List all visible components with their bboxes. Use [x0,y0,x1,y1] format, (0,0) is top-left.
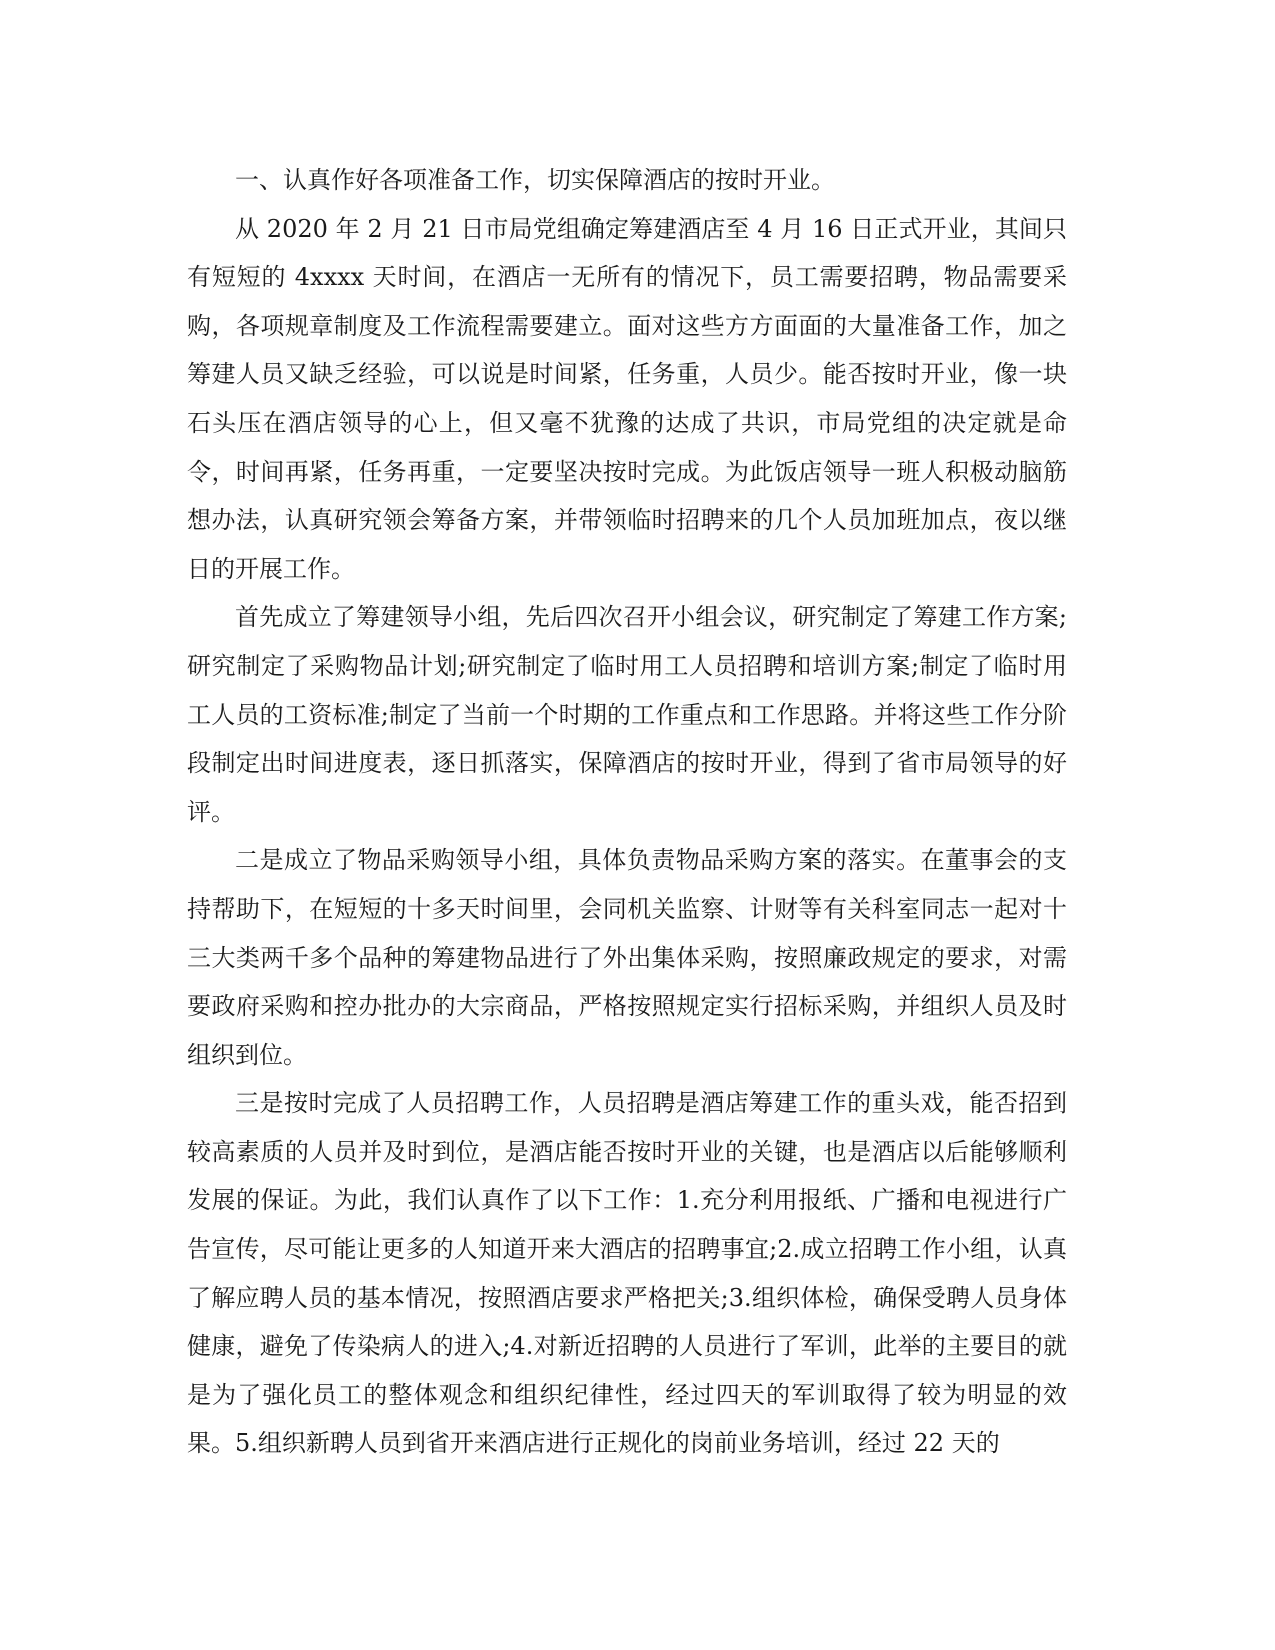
document-page [187,156,1067,1468]
paragraph-recruitment: 三是按时完成了人员招聘工作，人员招聘是酒店筹建工作的重头戏，能否招到较高素质的人员并及时到位，是酒店能否按时开业的关键，也是酒店以后能够顺利发展的保证。为此，我们认真作了以下工作：1.充分利用报纸、广播和电视进行广告宣传，尽可能让更多的人知道开来大酒店的招聘事宜;2.成立招聘工作小组，认真了解应聘人员的基本情况，按照酒店要求严格把关;3.组织体检，确保受聘人员身体健康，避免了传染病人的进入;4.对新近招聘的人员进行了军训，此举的主要目的就是为了强化员工的整体观念和组织纪律性，经过四天的军训取得了较为明显的效果。5.组织新聘人员到省开来酒店进行正规化的岗前业务培训，经过 22 天的 [187,1089,1067,1458]
paragraph-procurement: 二是成立了物品采购领导小组，具体负责物品采购方案的落实。在董事会的支持帮助下，在短短的十多天时间里，会同机关监察、计财等有关科室同志一起对十三大类两千多个品种的筹建物品进行了外出集体采购，按照廉政规定的要求，对需要政府采购和控办批办的大宗商品，严格按照规定实行招标采购，并组织人员及时组织到位。 [187,846,1067,1069]
section-heading: 一、认真作好各项准备工作，切实保障酒店的按时开业。 [235,166,835,194]
paragraph-preparation-overview: 从 2020 年 2 月 21 日市局党组确定筹建酒店至 4 月 16 日正式开业，其间只有短短的 4xxxx 天时间，在酒店一无所有的情况下，员工需要招聘，物品需要采购，各项规章制度及工作流程需要建立。面对这些方方面面的大量准备工作，加之筹建人员又缺乏经验，可以说是时间紧，任务重，人员少。能否按时开业，像一块石头压在酒店领导的心上，但又毫不犹豫的达成了共识，市局党组的决定就是命令，时间再紧，任务再重，一定要坚决按时完成。为此饭店领导一班人积极动脑筋想办法，认真研究领会筹备方案，并带领临时招聘来的几个人员加班加点，夜以继日的开展工作。 [187,214,1067,583]
paragraph-leadership-group: 首先成立了筹建领导小组，先后四次召开小组会议，研究制定了筹建工作方案;研究制定了采购物品计划;研究制定了临时用工人员招聘和培训方案;制定了临时用工人员的工资标准;制定了当前一个时期的工作重点和工作思路。并将这些工作分阶段制定出时间进度表，逐日抓落实，保障酒店的按时开业，得到了省市局领导的好评。 [187,603,1067,826]
